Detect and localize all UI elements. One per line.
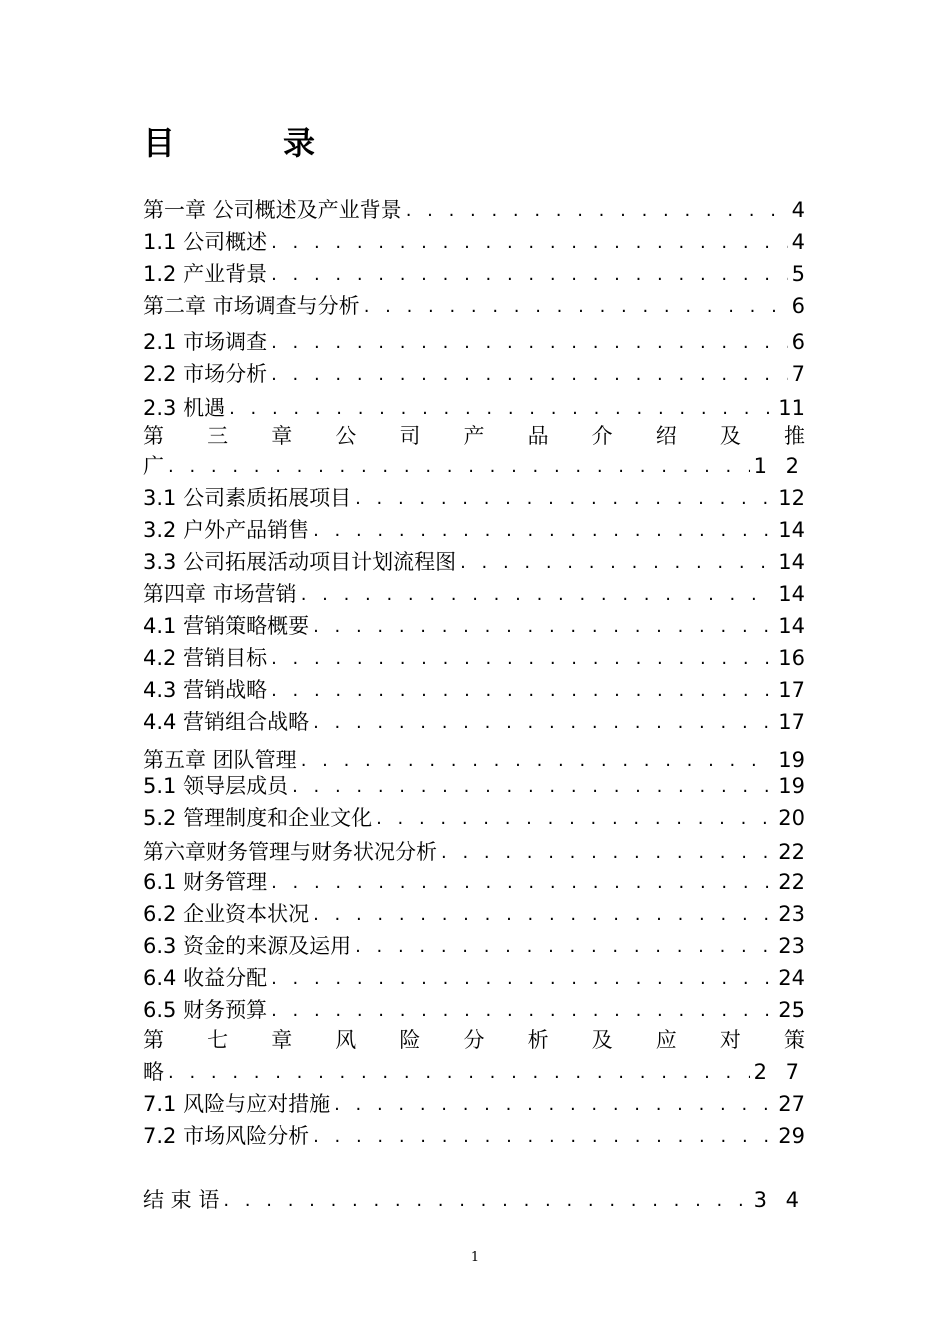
toc-entry[interactable] (143, 1182, 805, 1214)
toc-entry-label: 1.1 公司概述 (143, 230, 268, 254)
toc-entry-char: 三 (207, 424, 229, 448)
toc-entry-page: 6 (791, 294, 805, 318)
dot-leader (313, 1124, 774, 1150)
toc-entry-char: 品 (527, 424, 549, 448)
toc-entry-label: 4.1 营销策略概要 (143, 614, 310, 638)
toc-entry-label: 4.2 营销目标 (143, 646, 268, 670)
toc-entry-page: 25 (778, 998, 805, 1022)
toc-entry-page: 6 (791, 330, 805, 354)
toc-entry-page: 4 (791, 230, 805, 254)
toc-entry[interactable] (143, 576, 805, 608)
toc-entry-page: 16 (778, 646, 805, 670)
dot-leader (271, 230, 788, 256)
toc-entry-char: 章 (271, 424, 293, 448)
toc-entry-label: 4.4 营销组合战略 (143, 710, 310, 734)
toc-entry-char: 策 (783, 1028, 805, 1052)
toc-entry-label: 第四章 市场营销 (143, 582, 297, 606)
toc-entry-label: 结 束 语 (143, 1188, 220, 1212)
toc-entry[interactable] (143, 288, 805, 320)
dot-leader (364, 294, 788, 320)
toc-entry-page: 11 (778, 396, 805, 420)
toc-entry-page: 14 (778, 582, 805, 606)
toc-entry[interactable] (143, 864, 805, 896)
toc-entry-char: 七 (207, 1028, 229, 1052)
toc-entry-label: 6.2 企业资本状况 (143, 902, 310, 926)
toc-entry-char: 及 (591, 1028, 613, 1052)
toc-entry-char: 分 (463, 1028, 485, 1052)
toc-entry[interactable] (143, 608, 805, 640)
toc-entry-label: 第五章 团队管理 (143, 748, 297, 772)
toc-entry-page: 19 (778, 774, 805, 798)
toc-entry-page: 22 (778, 870, 805, 894)
dot-leader (271, 966, 774, 992)
toc-entry-char: 析 (527, 1028, 549, 1052)
dot-leader (271, 646, 774, 672)
toc-entry-char: 介 (591, 424, 613, 448)
toc-entry-label: 2.2 市场分析 (143, 362, 268, 386)
dot-leader (313, 902, 774, 928)
toc-entry-char: 章 (271, 1028, 293, 1052)
toc-entry-label: 7.2 市场风险分析 (143, 1124, 310, 1148)
toc-entry-char: 及 (719, 424, 741, 448)
dot-leader (313, 518, 774, 544)
toc-entry[interactable] (143, 1118, 805, 1150)
toc-entry-page: 1 2 (753, 454, 805, 478)
toc-entry-label: 1.2 产业背景 (143, 262, 268, 286)
toc-entry[interactable] (143, 1086, 805, 1118)
toc-entry-label: 第六章财务管理与财务状况分析 (143, 840, 437, 864)
toc-entry-char: 产 (463, 424, 485, 448)
toc-entry-page: 12 (778, 486, 805, 510)
toc-entry-char: 推 (783, 424, 805, 448)
toc-entry-page: 17 (778, 710, 805, 734)
dot-leader (313, 614, 774, 640)
toc-entry-label: 2.1 市场调查 (143, 330, 268, 354)
dot-leader (376, 806, 774, 832)
toc-entry-label: 广 (143, 454, 164, 478)
toc-entry-label: 6.4 收益分配 (143, 966, 268, 990)
dot-leader (271, 678, 774, 704)
toc-entry[interactable] (143, 672, 805, 704)
dot-leader (406, 198, 788, 224)
toc-entry-page: 7 (791, 362, 805, 386)
toc-entry-page: 29 (778, 1124, 805, 1148)
toc-entry-page: 20 (778, 806, 805, 830)
toc-entry[interactable] (143, 356, 805, 388)
toc-entry[interactable] (143, 448, 805, 480)
toc-entry-spread-line[interactable] (143, 418, 805, 450)
toc-entry-page: 19 (778, 748, 805, 772)
toc-entry[interactable] (143, 480, 805, 512)
toc-entry[interactable] (143, 544, 805, 576)
toc-entry-page: 24 (778, 966, 805, 990)
dot-leader (271, 362, 788, 388)
dot-leader (223, 1188, 749, 1214)
toc-entry-label: 第一章 公司概述及产业背景 (143, 198, 402, 222)
toc-entry[interactable] (143, 512, 805, 544)
toc-entry-page: 22 (778, 840, 805, 864)
toc-entry-char: 第 (143, 1028, 164, 1052)
toc-entry[interactable] (143, 640, 805, 672)
dot-leader (168, 454, 750, 480)
dot-leader (441, 840, 774, 866)
toc-entry-label: 7.1 风险与应对措施 (143, 1092, 331, 1116)
toc-entry-char: 险 (399, 1028, 421, 1052)
dot-leader (271, 998, 774, 1024)
toc-entry-char: 司 (399, 424, 421, 448)
toc-entry-page: 3 4 (753, 1188, 805, 1212)
toc-entry-label: 第二章 市场调查与分析 (143, 294, 360, 318)
toc-entry-label: 5.1 领导层成员 (143, 774, 289, 798)
toc-entry-page: 23 (778, 934, 805, 958)
toc-entry-label: 5.2 管理制度和企业文化 (143, 806, 373, 830)
toc-entry-page: 2 7 (753, 1060, 805, 1084)
toc-entry-page: 5 (791, 262, 805, 286)
dot-leader (313, 710, 774, 736)
toc-entry[interactable] (143, 256, 805, 288)
toc-entry-label: 3.2 户外产品销售 (143, 518, 310, 542)
dot-leader (292, 774, 774, 800)
toc-entry-label: 6.1 财务管理 (143, 870, 268, 894)
toc-entry-label: 2.3 机遇 (143, 396, 226, 420)
toc-entry-page: 14 (778, 518, 805, 542)
dot-leader (271, 330, 788, 356)
toc-entry-page: 17 (778, 678, 805, 702)
toc-entry[interactable] (143, 960, 805, 992)
dot-leader (271, 262, 788, 288)
toc-entry-char: 绍 (655, 424, 677, 448)
dot-leader (271, 870, 774, 896)
toc-entry-spread-line[interactable] (143, 1022, 805, 1054)
dot-leader (168, 1060, 750, 1086)
toc-entry-char: 风 (335, 1028, 357, 1052)
toc-entry[interactable] (143, 1054, 805, 1086)
toc-entry-label: 3.3 公司拓展活动项目计划流程图 (143, 550, 457, 574)
toc-entry-char: 第 (143, 424, 164, 448)
toc-entry[interactable] (143, 704, 805, 736)
toc-entry-page: 4 (791, 198, 805, 222)
toc-entry-label: 略 (143, 1060, 164, 1084)
toc-entry[interactable] (143, 992, 805, 1024)
toc-entry-char: 对 (719, 1028, 741, 1052)
toc-entry[interactable] (143, 928, 805, 960)
toc-entry-page: 23 (778, 902, 805, 926)
toc-entry-page: 14 (778, 550, 805, 574)
toc-entry-page: 27 (778, 1092, 805, 1116)
dot-leader (460, 550, 774, 576)
toc-title: 目 录 (143, 124, 354, 162)
toc-entry-label: 6.5 财务预算 (143, 998, 268, 1022)
page-number: 1 (470, 1250, 480, 1265)
toc-entry[interactable] (143, 768, 805, 800)
dot-leader (355, 934, 774, 960)
toc-entry[interactable] (143, 192, 805, 224)
toc-entry-char: 公 (335, 424, 357, 448)
toc-entry[interactable] (143, 224, 805, 256)
dot-leader (334, 1092, 774, 1118)
toc-entry-label: 3.1 公司素质拓展项目 (143, 486, 352, 510)
toc-entry-page: 14 (778, 614, 805, 638)
toc-entry[interactable] (143, 896, 805, 928)
toc-entry-char: 应 (655, 1028, 677, 1052)
toc-entry[interactable] (143, 834, 805, 866)
toc-entry[interactable] (143, 324, 805, 356)
dot-leader (301, 582, 775, 608)
dot-leader (355, 486, 774, 512)
toc-entry[interactable] (143, 800, 805, 832)
toc-entry-label: 4.3 营销战略 (143, 678, 268, 702)
toc-entry-label: 6.3 资金的来源及运用 (143, 934, 352, 958)
